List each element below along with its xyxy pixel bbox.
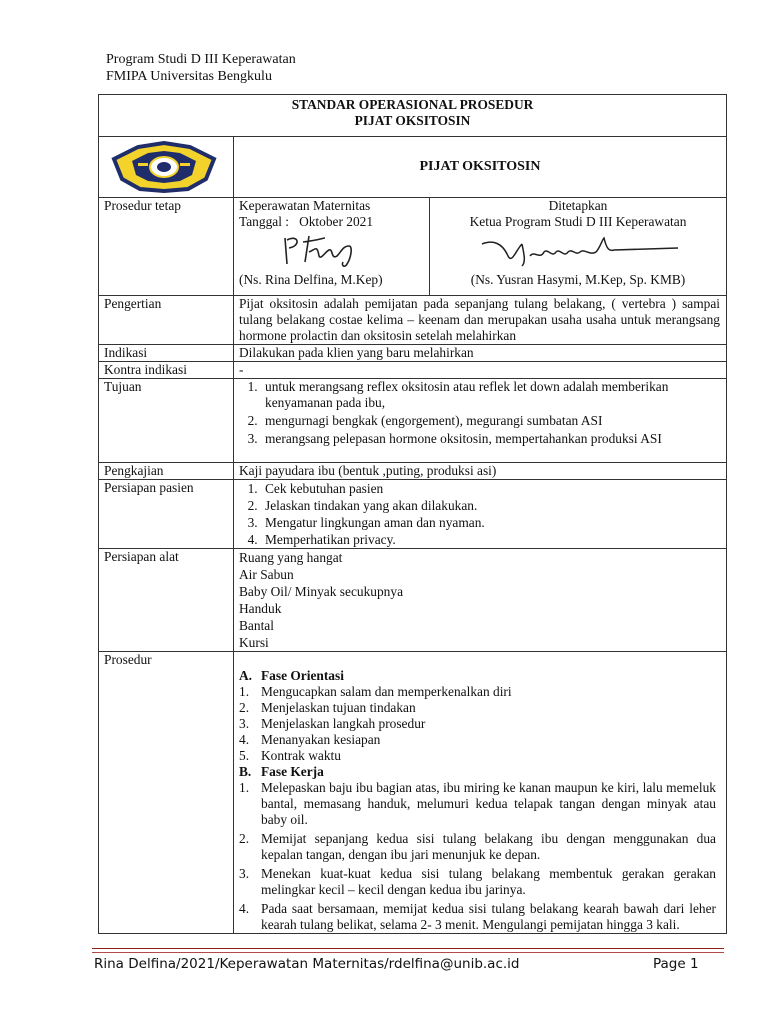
pengertian-text: Pijat oksitosin adalah pemijatan pada sepanjang tulang belakang, ( vertebra ) sampai tulang belakang costae kelima – keenam dan merupakan usaha usaha untuk merangsang hormone prolactin dan oksitosin setelah melahirkan xyxy=(234,296,727,345)
section-a-num: A. xyxy=(239,668,253,683)
list-item: 1. Mengucapkan salam dan memperkenalkan diri xyxy=(239,684,512,699)
section-b-heading xyxy=(239,764,716,780)
header-line-1: Program Studi D III Keperawatan xyxy=(106,52,296,67)
list-item: 4. Memperhatikan privacy. xyxy=(261,531,721,548)
footer-rule xyxy=(92,948,724,949)
tujuan-label: Tujuan xyxy=(99,379,234,463)
office: Ketua Program Studi D III Keperawatan xyxy=(469,214,687,229)
prosedur-tetap-label: Prosedur tetap xyxy=(99,198,234,296)
section-b-title: Fase Kerja xyxy=(261,764,324,779)
kontra-label: Kontra indikasi xyxy=(99,362,234,379)
title-cell xyxy=(99,95,727,137)
list-item: 3. Mengatur lingkungan aman dan nyaman. xyxy=(261,514,721,531)
list-item: 4. Pada saat bersamaan, memijat kedua sisi tulang belakang kearah bawah dari leher kearah tulang belikat, selama 2- 3 menit. Mengulangi pemijatan hingga 3 kali. xyxy=(239,901,716,932)
signer-right: (Ns. Yusran Hasymi, M.Kep, Sp. KMB) xyxy=(470,272,686,287)
list-item: 5. Kontrak waktu xyxy=(239,748,341,763)
list-item: 2. Memijat sepanjang kedua sisi tulang belakang ibu dengan menggunakan dua kepalan tangan, dengan ibu jari menunjuk ke depan. xyxy=(239,831,716,862)
status: Ditetapkan xyxy=(548,198,608,213)
tujuan-list xyxy=(239,379,721,447)
list-item: 3. Menekan kuat-kuat kedua sisi tulang belakang membentuk gerakan gerakan melingkar kecil – kecil dengan kedua ibu jarinya. xyxy=(239,866,716,897)
list-item: 1. untuk merangsang reflex oksitosin atau reflek let down adalah memberikan kenyamanan pada ibu, xyxy=(261,379,721,411)
indikasi-label: Indikasi xyxy=(99,345,234,362)
title-line-1: STANDAR OPERASIONAL PROSEDUR xyxy=(291,97,534,112)
logo-cell xyxy=(99,137,234,198)
pengertian-label: Pengertian xyxy=(99,296,234,345)
dept: Keperawatan Maternitas xyxy=(239,198,371,213)
persiapan-pasien-label: Persiapan pasien xyxy=(99,480,234,549)
kontra-text: - xyxy=(234,362,727,379)
list-item: 2. mengurnagi bengkak (engorgement), megurangi sumbatan ASI xyxy=(261,413,721,429)
footer-text: Rina Delfina/2021/Keperawatan Maternitas/rdelfina@unib.ac.id xyxy=(94,956,520,972)
university-logo xyxy=(108,141,220,193)
prosedur-label: Prosedur xyxy=(99,652,234,934)
list-item: Kursi xyxy=(239,635,269,650)
header-line-2: FMIPA Universitas Bengkulu xyxy=(106,69,272,84)
persiapan-alat-cell xyxy=(234,549,727,652)
list-item: Air Sabun xyxy=(239,567,294,582)
list-item: 1. Cek kebutuhan pasien xyxy=(261,480,721,497)
date-value: Oktober 2021 xyxy=(299,214,374,229)
list-item: 1. Melepaskan baju ibu bagian atas, ibu miring ke kanan maupun ke kiri, lalu memeluk bantal, memasang handuk, melumuri kedua telapak tangan dengan minyak atau baby oil. xyxy=(239,780,716,827)
page-number: Page 1 xyxy=(653,956,699,972)
prosedur-tetap-left xyxy=(234,198,430,296)
date-line xyxy=(239,214,424,230)
title-line-2: PIJAT OKSITOSIN xyxy=(354,113,471,128)
tujuan-cell xyxy=(234,379,727,463)
list-item: Handuk xyxy=(239,601,282,616)
list-item: 4. Menanyakan kesiapan xyxy=(239,732,381,747)
prosedur-tetap-right xyxy=(430,198,727,296)
list-item: 2. Jelaskan tindakan yang akan dilakukan. xyxy=(261,497,721,514)
list-item: Baby Oil/ Minyak secukupnya xyxy=(239,584,404,599)
signer-left: (Ns. Rina Delfina, M.Kep) xyxy=(239,272,383,287)
prosedur-cell xyxy=(234,652,727,934)
list-item: Bantal xyxy=(239,618,274,633)
pengkajian-label: Pengkajian xyxy=(99,463,234,480)
list-item: 3. merangsang pelepasan hormone oksitosin, mempertahankan produksi ASI xyxy=(261,431,721,447)
persiapan-alat-label: Persiapan alat xyxy=(99,549,234,652)
footer-rule-thin xyxy=(92,952,724,953)
indikasi-text: Dilakukan pada klien yang baru melahirkan xyxy=(234,345,727,362)
signature-left xyxy=(239,230,424,272)
section-a-title: Fase Orientasi xyxy=(261,668,344,683)
persiapan-pasien-cell xyxy=(234,480,727,549)
list-item: 3. Menjelaskan langkah prosedur xyxy=(239,716,426,731)
section-a-heading xyxy=(239,668,716,684)
date-label: Tanggal : xyxy=(239,214,290,229)
sop-table xyxy=(98,94,727,934)
list-item: Ruang yang hangat xyxy=(239,550,343,565)
section-b-num: B. xyxy=(239,764,252,779)
signature-right xyxy=(435,230,721,272)
logo-heading: PIJAT OKSITOSIN xyxy=(234,137,727,198)
pengkajian-text: Kaji payudara ibu (bentuk ,puting, produksi asi) xyxy=(234,463,727,480)
list-item: 2. Menjelaskan tujuan tindakan xyxy=(239,700,416,715)
persiapan-pasien-list xyxy=(239,480,721,548)
